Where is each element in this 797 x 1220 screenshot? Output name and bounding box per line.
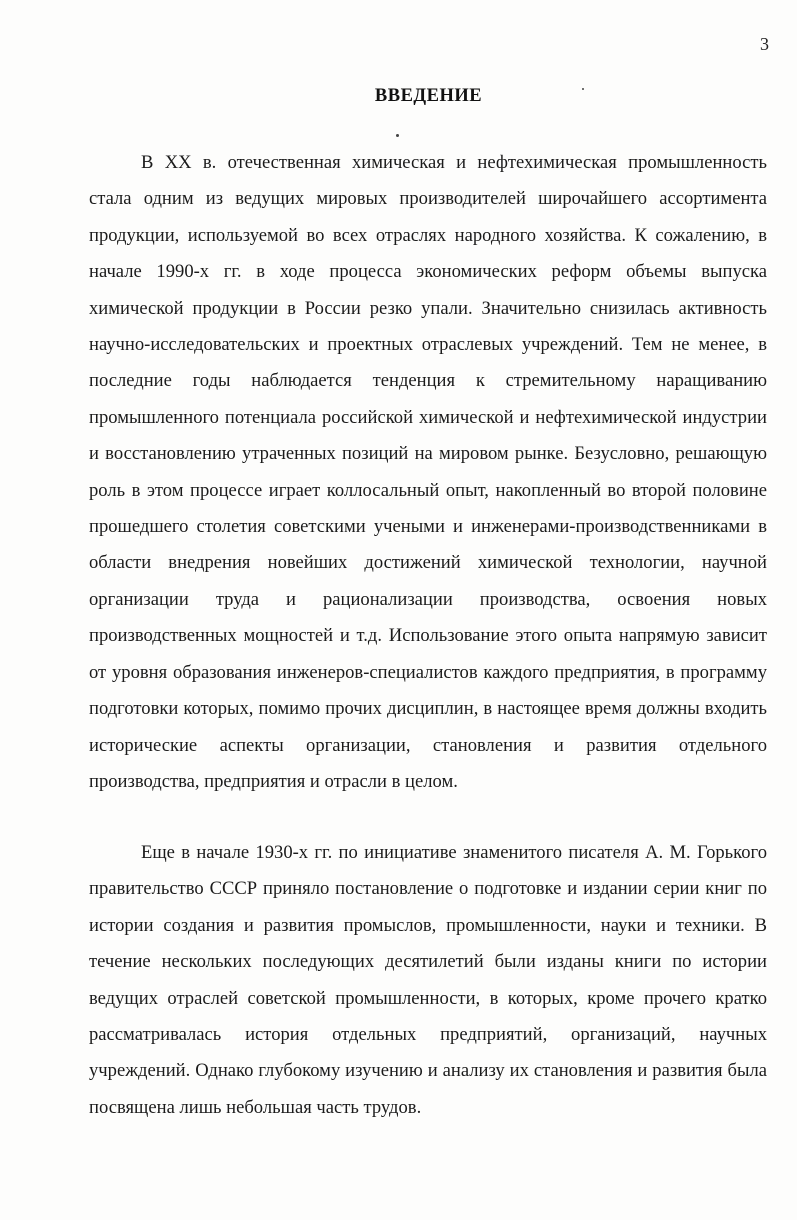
scan-speck xyxy=(582,88,584,90)
paragraph-1 xyxy=(89,145,767,800)
paragraph-2 xyxy=(89,835,767,1126)
section-heading: ВВЕДЕНИЕ xyxy=(374,86,483,106)
scan-speck xyxy=(396,134,399,137)
page-number: 3 xyxy=(760,34,769,54)
paragraph-text: Еще в начале 1930-х гг. по инициативе знаменитого писателя А. М. Горького правительство СССР приняло постановление о подготовке и издании серии книг по истории создания и развития промыслов, промышленности, науки и техники. В течение нескольких последующих десятилетий были изданы книги по истории ведущих отраслей советской промышленности, в которых, кроме прочего кратко рассматривалась история отдельных предприятий, организаций, научных учреждений. Однако глубокому изучению и анализу их становления и развития была посвящена лишь небольшая часть трудов. xyxy=(89,842,767,1118)
paragraph-text: В XX в. отечественная химическая и нефтехимическая промышленность стала одним из ведущих мировых производителей широчайшего ассортимента продукции, используемой во всех отраслях народного хозяйства. К сожалению, в начале 1990-х гг. в ходе процесса экономических реформ объемы выпуска химической продукции в России резко упали. Значительно снизилась активность научно-исследовательских и проектных отраслевых учреждений. Тем не менее, в последние годы наблюдается тенденция к стремительному наращиванию промышленного потенциала российской химической и нефтехимической индустрии и восстановлению утраченных позиций на мировом рынке. Безусловно, решающую роль в этом процессе играет коллосальный опыт, накопленный во второй половине прошедшего столетия советскими учеными и инженерами-производственниками в области внедрения новейших достижений химической технологии, научной организации труда и рационализации производства, освоения новых производственных мощностей и т.д. Использование этого опыта напрямую зависит от уровня образования инженеров-специалистов каждого предприятия, в программу подготовки которых, помимо прочих дисциплин, в настоящее время должны входить исторические аспекты организации, становления и развития отдельного производства, предприятия и отрасли в целом. xyxy=(89,152,767,792)
